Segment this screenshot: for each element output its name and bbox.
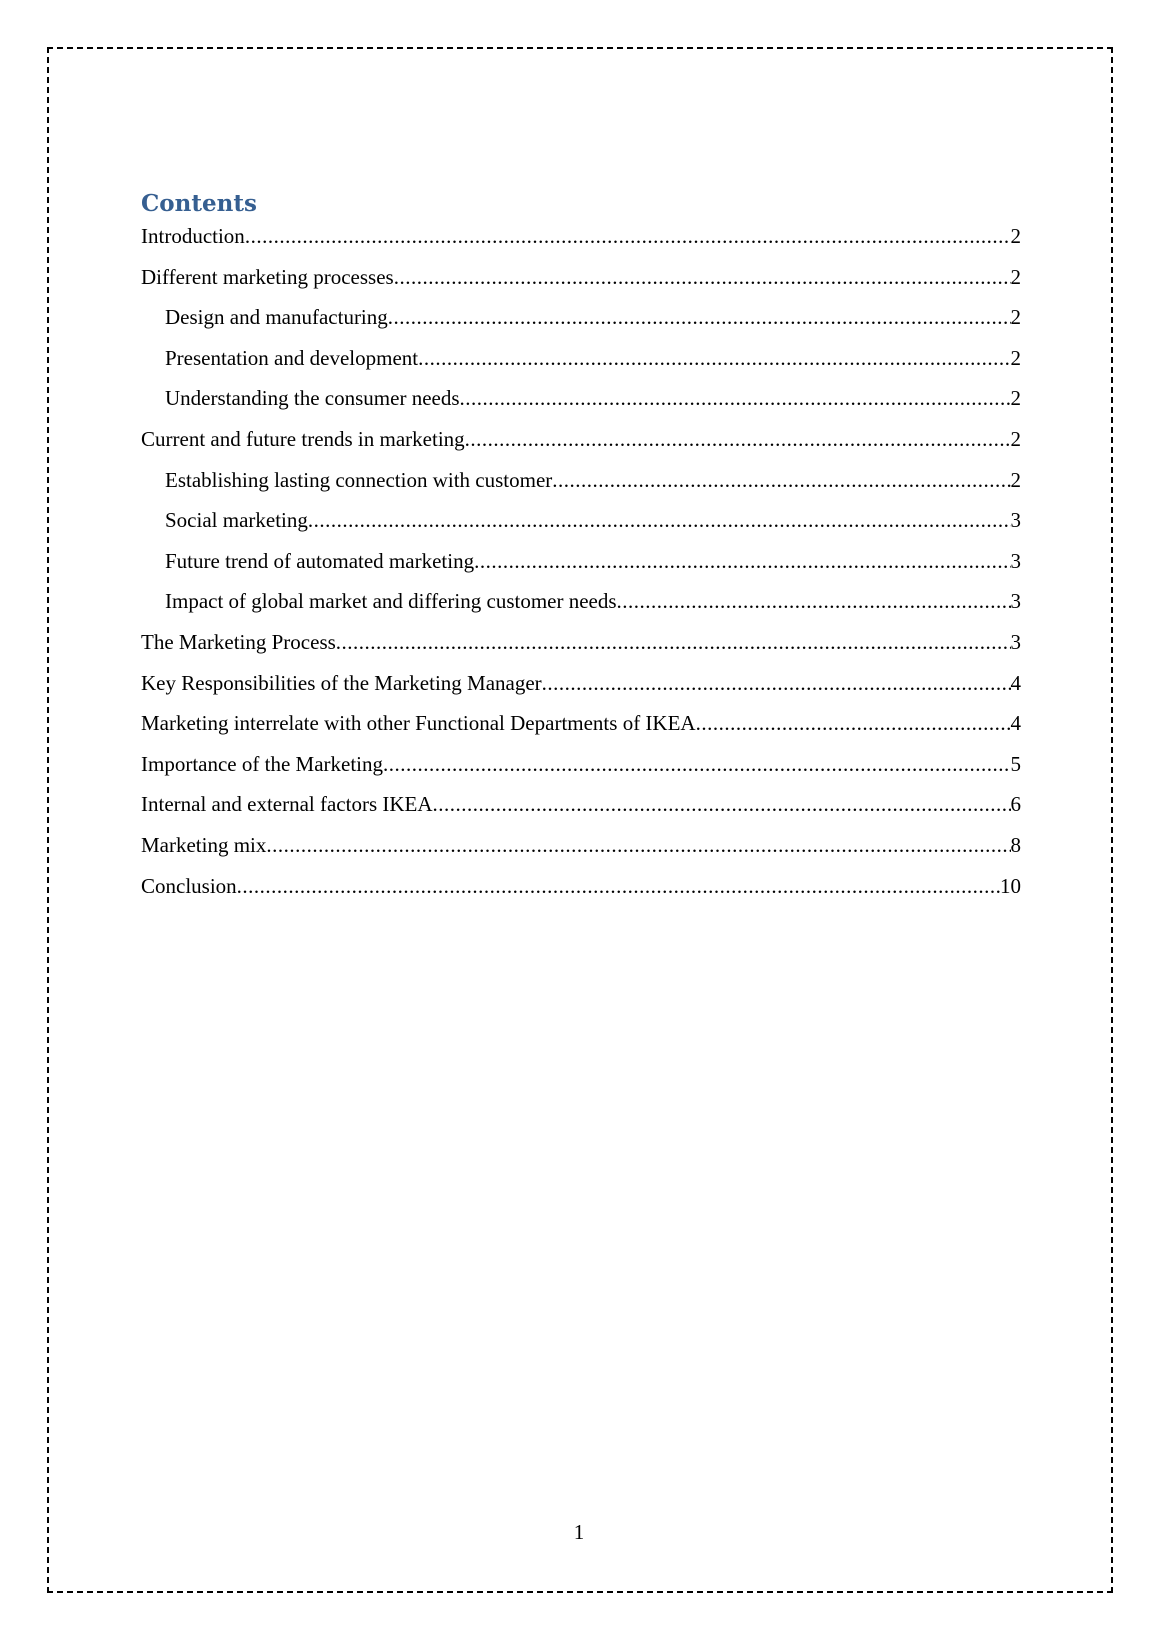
toc-entry-importance-of-marketing[interactable] xyxy=(141,752,1021,793)
toc-entry-title: Key Responsibilities of the Marketing Manager xyxy=(141,670,542,695)
toc-entry-title: Future trend of automated marketing xyxy=(165,548,475,573)
toc-entry-page: 2 xyxy=(1010,345,1021,370)
toc-entry-page: 8 xyxy=(1010,832,1021,857)
toc-dot-leader xyxy=(465,427,1011,451)
toc-entry-title: Presentation and development xyxy=(165,345,419,370)
toc-dot-leader xyxy=(460,386,1011,410)
toc-entry-conclusion[interactable] xyxy=(141,874,1021,915)
toc-entry-marketing-interrelate[interactable] xyxy=(141,711,1021,752)
toc-entry-title: Current and future trends in marketing xyxy=(141,426,465,451)
toc-dot-leader xyxy=(418,346,1010,370)
toc-entry-page: 2 xyxy=(1010,426,1021,451)
toc-entry-title: Impact of global market and differing customer needs xyxy=(165,589,617,614)
toc-dot-leader xyxy=(266,833,1010,857)
toc-entry-title: Conclusion xyxy=(141,873,237,898)
toc-entry-introduction[interactable] xyxy=(141,224,1021,265)
toc-dot-leader xyxy=(308,508,1011,532)
toc-dot-leader xyxy=(394,265,1011,289)
toc-entry-key-responsibilities[interactable] xyxy=(141,671,1021,712)
toc-entry-title: Internal and external factors IKEA xyxy=(141,792,433,817)
toc-entry-title: Importance of the Marketing xyxy=(141,751,383,776)
toc-dot-leader xyxy=(542,671,1011,695)
toc-entry-page: 3 xyxy=(1010,629,1021,654)
toc-entry-different-marketing-processes[interactable] xyxy=(141,265,1021,306)
toc-dot-leader xyxy=(696,711,1011,735)
toc-entry-title: Marketing interrelate with other Functional Departments of IKEA xyxy=(141,711,696,736)
toc-dot-leader xyxy=(552,468,1010,492)
toc-entry-page: 4 xyxy=(1010,670,1021,695)
toc-entry-page: 2 xyxy=(1010,386,1021,411)
toc-entry-page: 2 xyxy=(1010,467,1021,492)
toc-entry-page: 2 xyxy=(1010,305,1021,330)
toc-entry-title: Understanding the consumer needs xyxy=(165,386,460,411)
toc-entry-the-marketing-process[interactable] xyxy=(141,630,1021,671)
toc-entry-title: Social marketing xyxy=(165,508,308,533)
toc-dot-leader xyxy=(383,752,1011,776)
toc-dot-leader xyxy=(617,589,1011,613)
toc-entry-title: Marketing mix xyxy=(141,832,267,857)
toc-entry-design-and-manufacturing[interactable] xyxy=(141,305,1021,346)
toc-entry-presentation-and-development[interactable] xyxy=(141,346,1021,387)
toc-entry-current-and-future-trends[interactable] xyxy=(141,427,1021,468)
toc-entry-page: 2 xyxy=(1010,224,1021,248)
toc-entry-understanding-consumer-needs[interactable] xyxy=(141,386,1021,427)
toc-dot-leader xyxy=(245,224,1011,248)
toc-entry-impact-of-global-market[interactable] xyxy=(141,589,1021,630)
toc-heading: Contents xyxy=(141,190,257,217)
toc-dot-leader xyxy=(388,305,1011,329)
toc-entry-social-marketing[interactable] xyxy=(141,508,1021,549)
toc-dot-leader xyxy=(237,874,1000,898)
toc-entry-marketing-mix[interactable] xyxy=(141,833,1021,874)
toc-entry-page: 4 xyxy=(1010,711,1021,736)
toc-entry-title: Design and manufacturing xyxy=(165,305,388,330)
toc-list xyxy=(141,224,1021,914)
toc-entry-title: The Marketing Process xyxy=(141,629,336,654)
toc-entry-page: 5 xyxy=(1010,751,1021,776)
toc-entry-establishing-lasting-connection[interactable] xyxy=(141,468,1021,509)
toc-entry-title: Different marketing processes xyxy=(141,264,394,289)
toc-entry-page: 3 xyxy=(1010,589,1021,614)
toc-entry-internal-external-factors[interactable] xyxy=(141,792,1021,833)
toc-dot-leader xyxy=(433,792,1011,816)
toc-entry-page: 6 xyxy=(1010,792,1021,817)
toc-entry-future-trend-automated-marketing[interactable] xyxy=(141,549,1021,590)
toc-entry-page: 10 xyxy=(1000,873,1021,898)
toc-entry-page: 3 xyxy=(1010,548,1021,573)
toc-entry-page: 2 xyxy=(1010,264,1021,289)
toc-dot-leader xyxy=(474,549,1010,573)
toc-dot-leader xyxy=(336,630,1011,654)
table-of-contents xyxy=(141,188,1021,914)
toc-entry-page: 3 xyxy=(1010,508,1021,533)
page-number: 1 xyxy=(573,1520,585,1544)
toc-entry-title: Establishing lasting connection with customer xyxy=(165,467,553,492)
toc-entry-title: Introduction xyxy=(141,224,245,248)
